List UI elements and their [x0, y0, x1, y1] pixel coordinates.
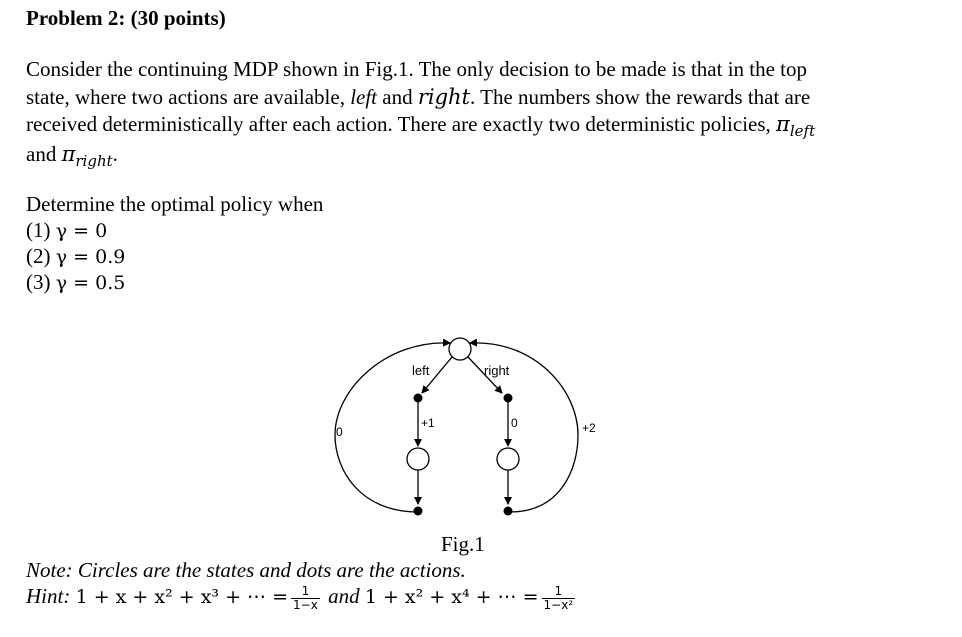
case-label: (3) — [26, 270, 56, 294]
text-fragment: received deterministically after each action. There are exactly two deterministic policies, — [26, 112, 777, 136]
hint-series-2: 1 + x² + x⁴ + ⋯ = — [364, 586, 539, 608]
text-fragment: state, where two actions are available, — [26, 84, 351, 109]
gamma-expression: γ = 0 — [55, 220, 108, 242]
text-fragment: . — [112, 141, 118, 166]
case-label: (1) — [26, 218, 56, 242]
reward-right-return: +2 — [582, 421, 596, 435]
right-state — [497, 448, 519, 470]
gamma-expression: γ = 0.9 — [55, 246, 126, 268]
fraction-denominator: 1−x — [293, 597, 318, 612]
description-line-2 — [26, 84, 815, 112]
question-prompt: Determine the optimal policy when — [26, 192, 324, 216]
hint-and: and — [322, 584, 365, 608]
case-label: (2) — [26, 244, 56, 268]
label-left: left — [412, 363, 430, 378]
pi-symbol: π — [61, 141, 76, 166]
case-item — [26, 218, 107, 243]
pi-right-subscript: right — [75, 151, 113, 170]
left-state — [407, 448, 429, 470]
fraction-denominator: 1−x² — [543, 597, 574, 612]
gamma-expression: γ = 0.5 — [55, 272, 126, 294]
pi-left-subscript: left — [789, 122, 816, 140]
label-right: right — [484, 363, 510, 378]
case-item — [26, 270, 125, 295]
text-fragment: and — [377, 84, 418, 109]
description-line-4 — [26, 141, 815, 171]
right-action-dot — [504, 394, 513, 403]
fraction-numerator: 1 — [291, 585, 320, 599]
hint-label: Hint: — [26, 584, 76, 608]
hint-fraction-2 — [542, 585, 576, 612]
problem-heading: Problem 2: (30 points) — [26, 6, 226, 30]
left-bottom-action-dot — [414, 507, 423, 516]
description-line-1: Consider the continuing MDP shown in Fig.1. The only decision to be made is that in the top — [26, 57, 808, 81]
reward-left-return: 0 — [336, 425, 343, 439]
fraction-numerator: 1 — [542, 585, 576, 599]
figure-caption: Fig.1 — [441, 532, 485, 556]
reward-left-action: +1 — [421, 416, 435, 430]
right-bottom-action-dot — [504, 507, 513, 516]
description-line-3 — [26, 111, 815, 141]
top-state — [449, 338, 471, 360]
left-action-dot — [414, 394, 423, 403]
note-text: Note: Circles are the states and dots are the actions. — [26, 558, 466, 582]
case-item — [26, 244, 125, 269]
problem-description — [26, 56, 815, 170]
hint-line — [26, 584, 578, 612]
pi-symbol: π — [776, 112, 790, 136]
reward-right-action: 0 — [511, 416, 518, 430]
text-fragment: and — [26, 141, 62, 166]
hint-series-1: 1 + x + x² + x³ + ⋯ = — [75, 586, 289, 608]
mdp-diagram — [310, 330, 640, 520]
action-left-term: left — [350, 84, 378, 109]
action-right-term: right — [417, 84, 471, 109]
text-fragment: . The numbers show the rewards that are — [470, 84, 811, 109]
hint-fraction-1 — [291, 585, 320, 612]
